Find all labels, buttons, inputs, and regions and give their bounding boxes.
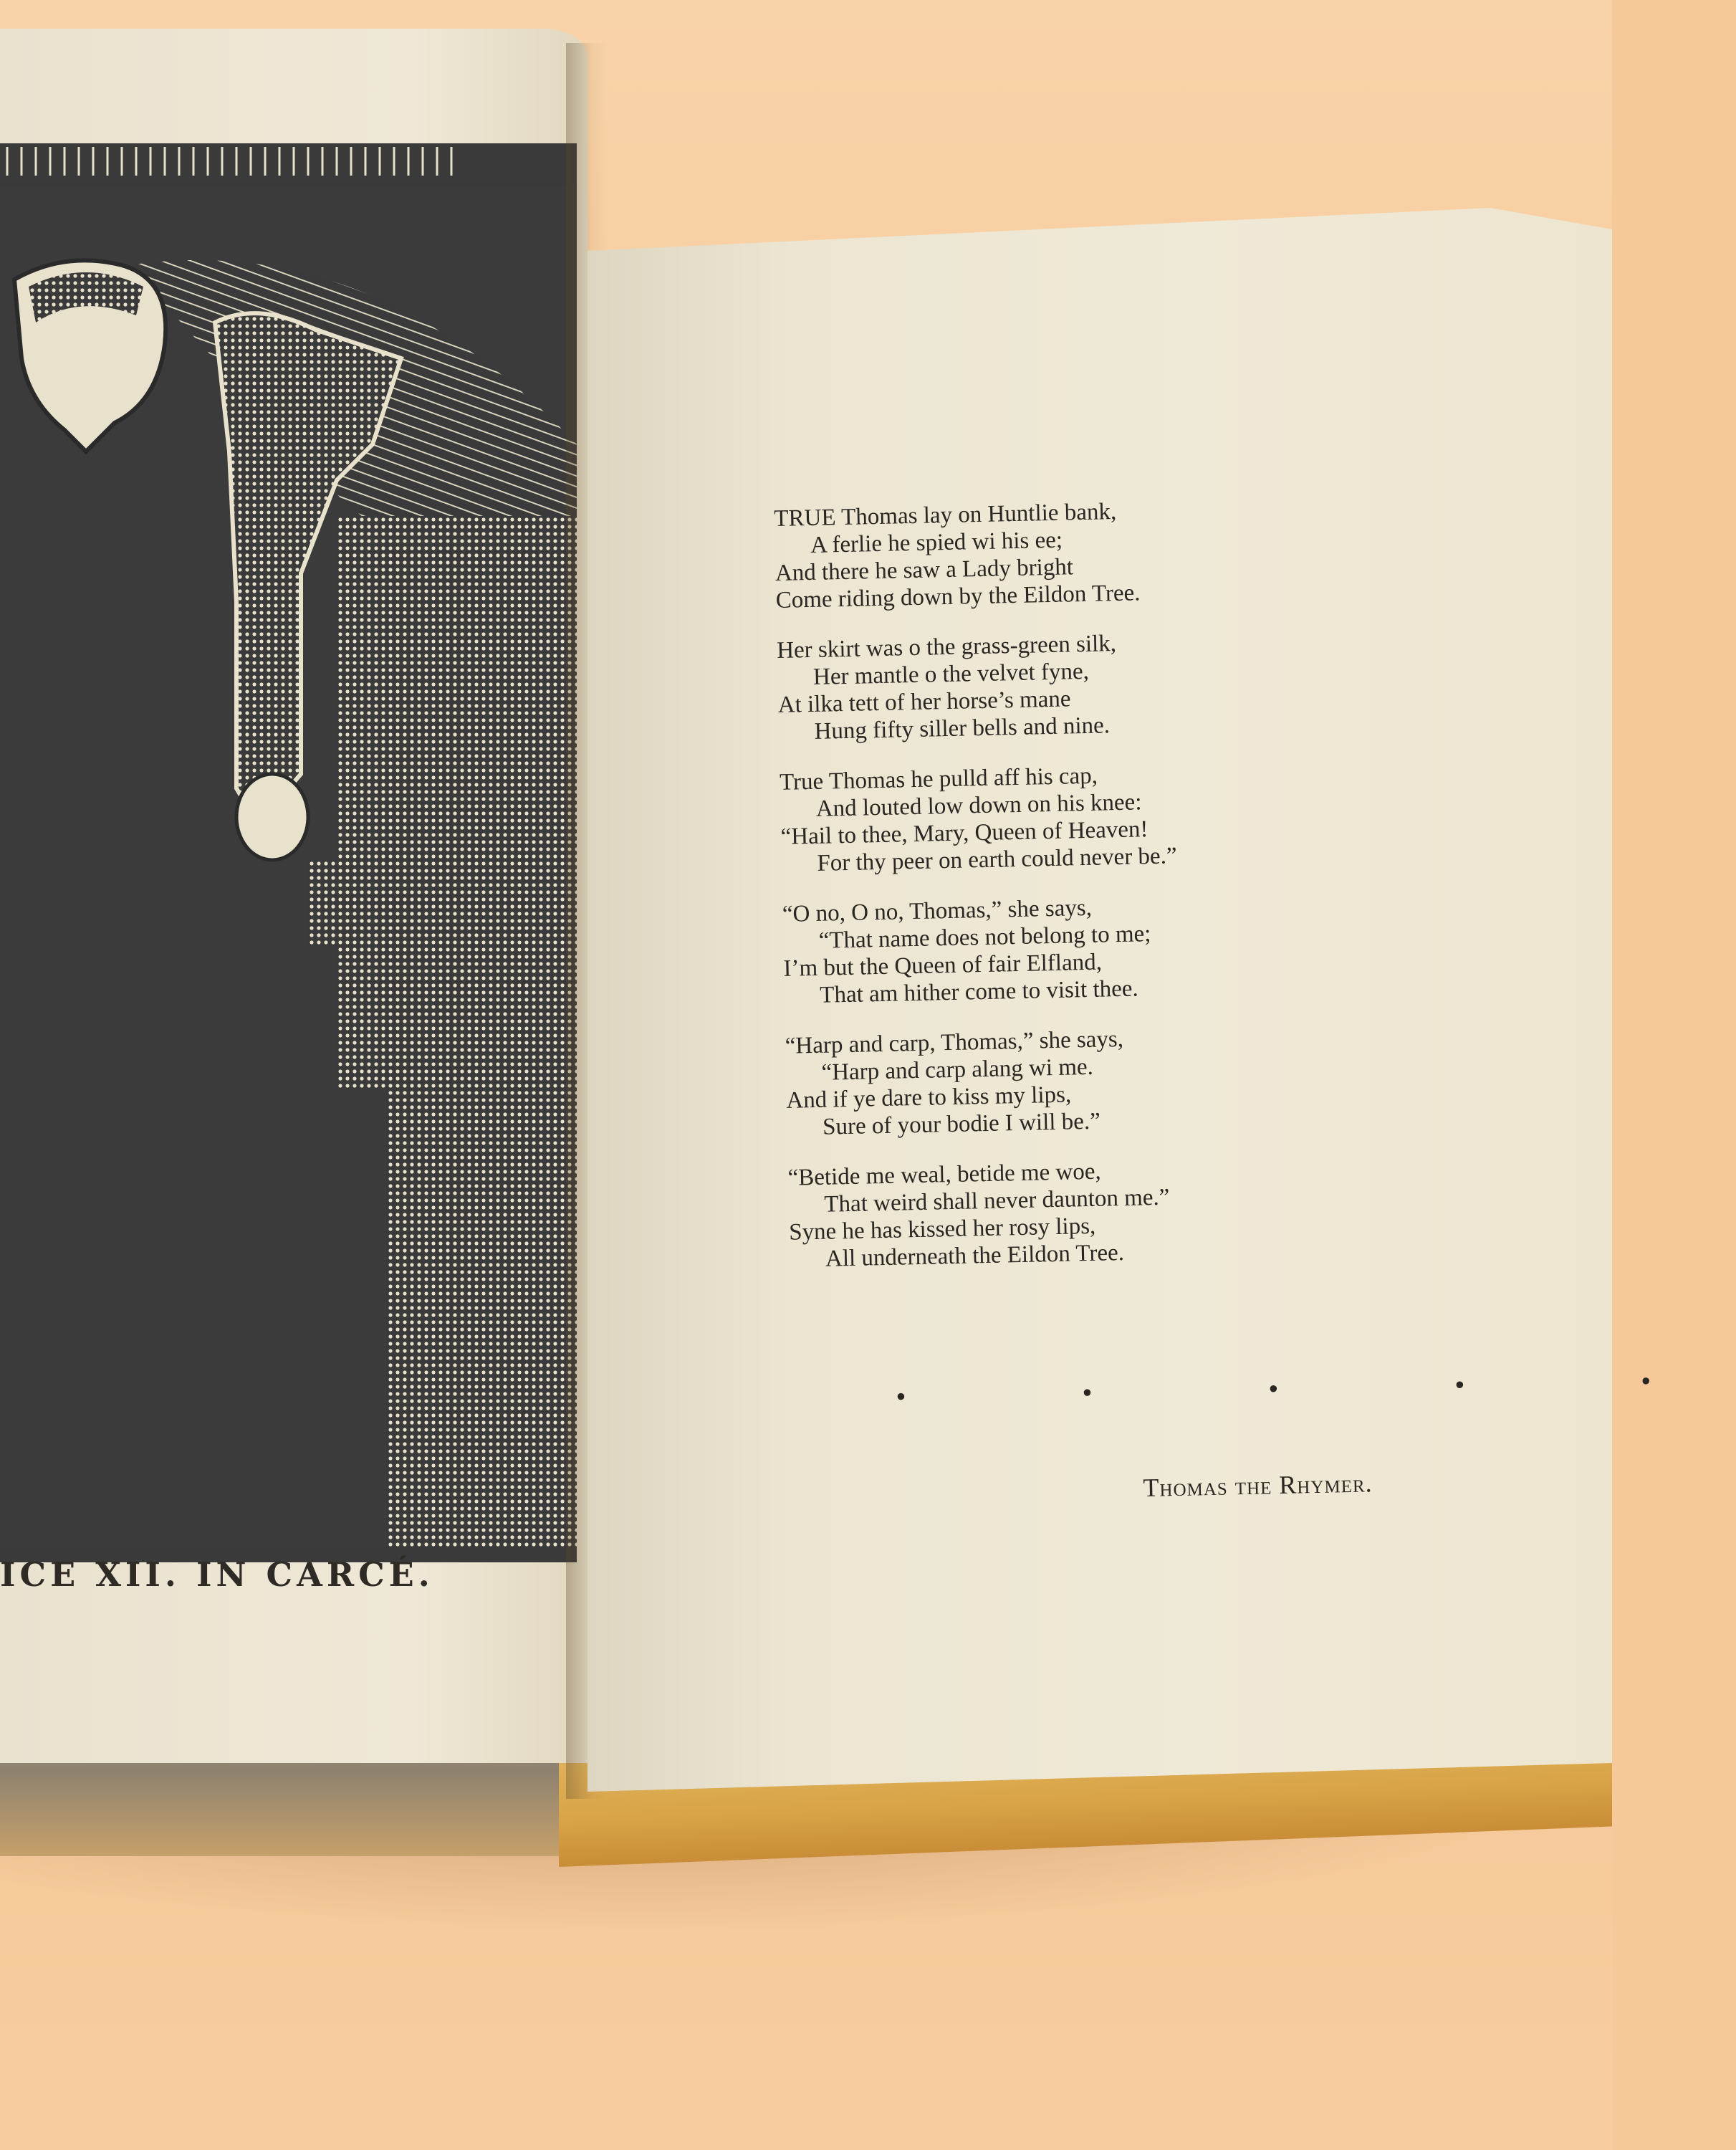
poem-line: True Thomas he pulld aff his cap, — [779, 763, 1098, 796]
poem-line: “Harp and carp, Thomas,” she says, — [785, 1026, 1124, 1059]
poem-line: “Betide me weal, betide me woe, — [787, 1158, 1102, 1191]
stanza — [774, 490, 1492, 614]
ballad-text — [774, 490, 1507, 1296]
poem-line: That weird shall never daunton me.” — [824, 1184, 1170, 1218]
poem-line: That am hither come to visit thee. — [819, 975, 1139, 1008]
poem-line: Sure of your bodie I will be.” — [822, 1108, 1101, 1140]
poem-line: All underneath the Eildon Tree. — [825, 1239, 1125, 1272]
poem-line: “O no, O no, Thomas,” she says, — [782, 894, 1093, 927]
poem-line: For thy peer on earth could never be.” — [817, 843, 1177, 876]
poem-line: Her skirt was o the grass-green silk, — [776, 631, 1117, 664]
poem-line: At ilka tett of her horse’s mane — [777, 686, 1071, 718]
stanza — [777, 622, 1495, 746]
ellipsis-dots: • • • • • — [896, 1362, 1736, 1413]
poem-line: A ferlie he spied wi his ee; — [810, 527, 1063, 558]
poem-line: And if ye dare to kiss my lips, — [786, 1081, 1072, 1114]
woodcut-illustration — [0, 143, 577, 1562]
stanza — [782, 886, 1501, 1010]
left-page — [0, 29, 588, 1763]
illustration-caption: ICE XII. IN CARCÉ. — [0, 1555, 434, 1594]
poem-line: Come riding down by the Eildon Tree. — [775, 580, 1141, 613]
poem-line: Syne he has kissed her rosy lips, — [788, 1213, 1096, 1246]
stanza — [780, 754, 1498, 878]
poem-line: TRUE Thomas lay on Huntlie bank, — [774, 498, 1117, 532]
stanza — [787, 1150, 1506, 1274]
poem-attribution: Thomas the Rhymer. — [1143, 1468, 1373, 1502]
poem-line: Her mantle o the velvet fyne, — [812, 658, 1090, 690]
poem-line: “Harp and carp alang wi me. — [821, 1054, 1094, 1086]
poem-line: I’m but the Queen of fair Elfland, — [783, 949, 1103, 982]
poem-line: And louted low down on his knee: — [815, 789, 1142, 822]
poem-line: And there he saw a Lady bright — [775, 554, 1074, 586]
stanza — [785, 1018, 1503, 1142]
poem-line: “That name does not belong to me; — [818, 921, 1151, 954]
poem-line: “Hail to thee, Mary, Queen of Heaven! — [780, 816, 1148, 850]
poem-line: Hung fifty siller bells and nine. — [814, 712, 1111, 745]
